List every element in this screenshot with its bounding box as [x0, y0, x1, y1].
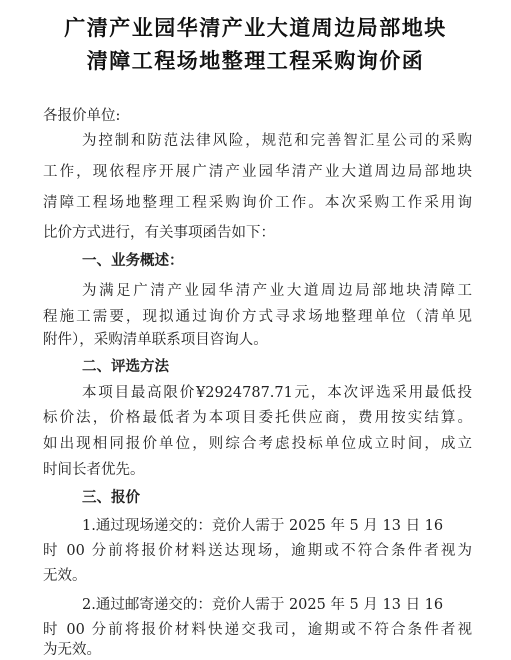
section-3-item-1-line: 时 00 分前将报价材料送达现场，逾期或不符合条件者视为 [43, 543, 472, 559]
section-1-line: 附件），采购清单联系项目咨询人。 [43, 332, 268, 348]
section-2-line: 标价法，价格最低者为本项目委托供应商，费用按实结算。 [43, 410, 472, 426]
intro-line: 清障工程场地整理工程采购询价工作。本次采购工作采用询 [43, 195, 472, 211]
intro-line: 工作，现依程序开展广清产业园华清产业大道周边局部地块 [43, 164, 472, 180]
section-heading: 一、业务概述： [82, 252, 184, 269]
section-1-line: 程施工需要，现拟通过询价方式寻求场地整理单位（清单见 [43, 309, 472, 325]
section-1-line: 为满足广清产业园华清产业大道周边局部地块清障工 [82, 283, 472, 299]
section-2-line: 如出现相同报价单位，则综合考虑投标单位成立时间，成立 [43, 436, 472, 452]
section-2-line: 本项目最高限价¥2924787.71元，本次评选采用最低投 [82, 385, 472, 401]
section-3-item-2-line: 时 00 分前将报价材料快递交我司，逾期或不符合条件者视 [43, 622, 472, 638]
intro-line: 比价方式进行，有关事项函告如下： [43, 225, 275, 241]
section-2-line: 时间长者优先。 [43, 462, 145, 478]
section-3-item-2-line: 2.通过邮寄递交的：竞价人需于 2025 年 5 月 13 日 16 [82, 597, 444, 613]
section-3-item-2-line: 为无效。 [43, 642, 101, 658]
intro-line: 为控制和防范法律风险，规范和完善智汇星公司的采购 [82, 133, 472, 149]
salutation: 各报价单位: [43, 108, 121, 124]
document-title-line-1: 广清产业园华清产业大道周边局部地块 [64, 15, 447, 40]
section-3-item-1-line: 无效。 [43, 568, 87, 584]
document-title-line-2: 清障工程场地整理工程采购询价函 [86, 48, 425, 73]
section-heading: 三、报价 [82, 489, 140, 506]
section-heading: 二、评选方法 [82, 358, 169, 375]
section-3-item-1-line: 1.通过现场递交的：竞价人需于 2025 年 5 月 13 日 16 [82, 518, 444, 534]
